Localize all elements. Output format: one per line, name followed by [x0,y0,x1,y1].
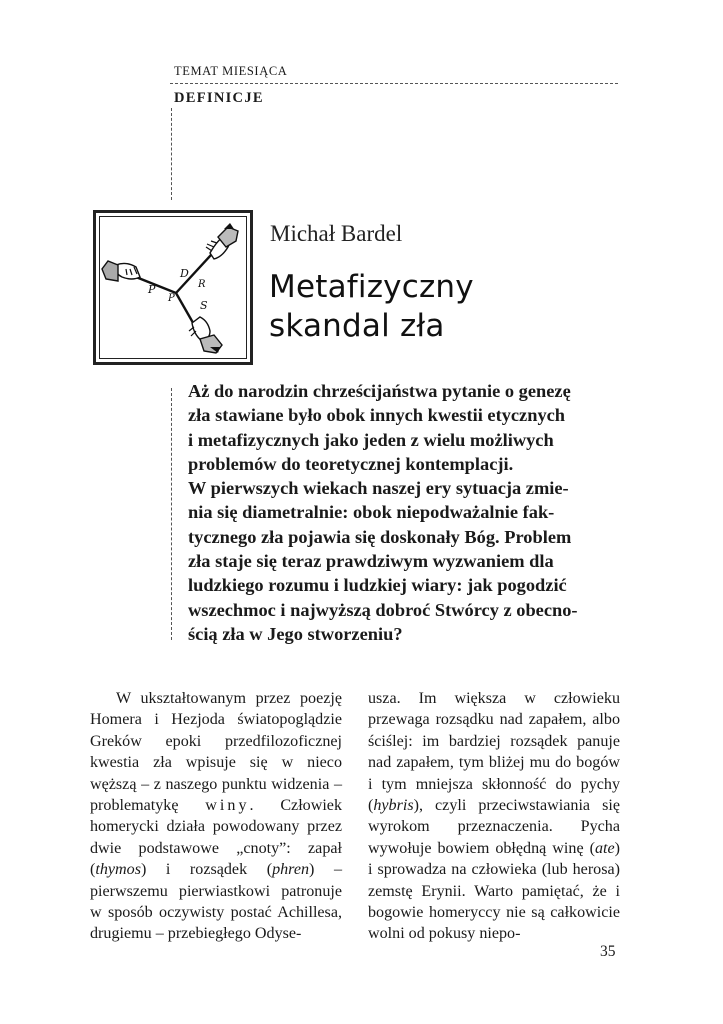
figure-label-d: D [180,267,189,280]
text-run: W ukształtowanym przez poezję Homera i Hezjoda światopoglądzie Greków epoki przedfilozoficznej kwestia zła wpisuje się w nieco węższą – z naszego punktu widzenia – problematykę [90,690,342,815]
figure-label-p1: P [148,283,156,296]
figure-label-r: R [198,279,206,290]
body-column-left [90,688,342,945]
lead-line: tycznego zła pojawia się doskonały Bóg. Problem [188,526,572,547]
lead-line: problemów do teoretycznej kontemplacji. [188,453,514,474]
text-run: usza. Im większa w człowieku przewaga rozsądku nad zapałem, albo ściślej: im bardziej rozsądek panuje nad zapałem, tym bliżej mu do bogów i tym mniejsza skłonność do pychy ( [368,690,620,815]
lead-line: i metafizycznych jako jeden z wielu możliwych [188,429,554,450]
body-paragraph [90,688,342,945]
body-paragraph [368,688,620,945]
lead-vertical-rule [171,388,172,640]
term-thymos: thymos [95,861,141,879]
lead-line: zła stawiane było obok innych kwestii etycznych [188,405,566,426]
text-run: ) i rozsądek ( [140,861,273,879]
text-run: . Człowiek homerycki działa powodowany przez dwie podstawowe „cnoty”: zapał ( [90,797,342,879]
page-number: 35 [600,943,616,960]
illustration-inner-border [99,216,247,359]
illustration-frame [93,210,253,365]
emphasis-winy: winy [205,797,250,815]
hand-upper-icon [206,223,238,259]
article-lead [188,379,608,646]
term-hybris: hybris [373,797,414,815]
lead-line: ścią zła w Jego stworzeniu? [188,623,403,644]
hands-illustration [100,217,248,360]
lead-line: zła staje się teraz prawdziwym wyzwaniem dla [188,551,554,572]
hand-lower-icon [189,317,222,353]
text-run: ), czyli przeciwstawiania się wyrokom przeznaczenia. Pycha wywołuje bowiem obłędną winę ( [368,797,620,857]
figure-label-s: S [200,299,208,312]
article-title-line-2: skandal zła [269,308,445,344]
section-label: TEMAT MIESIĄCA [174,64,288,78]
lead-line: wszechmoc i najwyższą dobroć Stwórcy z obecno- [188,599,578,620]
lead-line: W pierwszych wiekach naszej ery sytuacja zmie- [188,478,569,499]
figure-label-p2: P [168,293,175,304]
lead-line: ludzkiego rozumu i ludzkiej wiary: jak pogodzić [188,575,567,596]
term-phren: phren [272,861,310,879]
hand-left-icon [102,261,140,281]
body-column-right [368,688,620,945]
article-title [269,268,599,346]
text-run: ) i sprowadza na człowieka (lub herosa) zemstę Erynii. Warto pamiętać, że i bogowie homeryccy nie są całkowicie wolni od pokusy niepo- [368,839,620,943]
term-ate: ate [594,839,615,857]
lead-line: nia się diametralnie: obok niepodważalnie fak- [188,502,555,523]
article-title-line-1: Metafizyczny [269,269,474,305]
lead-line: Aż do narodzin chrześcijaństwa pytanie o genezę [188,381,571,401]
header-vertical-rule [171,108,172,200]
article-author: Michał Bardel [270,221,403,246]
header-rule [170,83,618,84]
text-run: ) – pierwszemu pierwiastkowi patronuje w sposób oczywisty postać Achillesa, drugiemu – przebiegłego Odyse- [90,861,342,943]
subsection-label: DEFINICJE [174,90,264,106]
